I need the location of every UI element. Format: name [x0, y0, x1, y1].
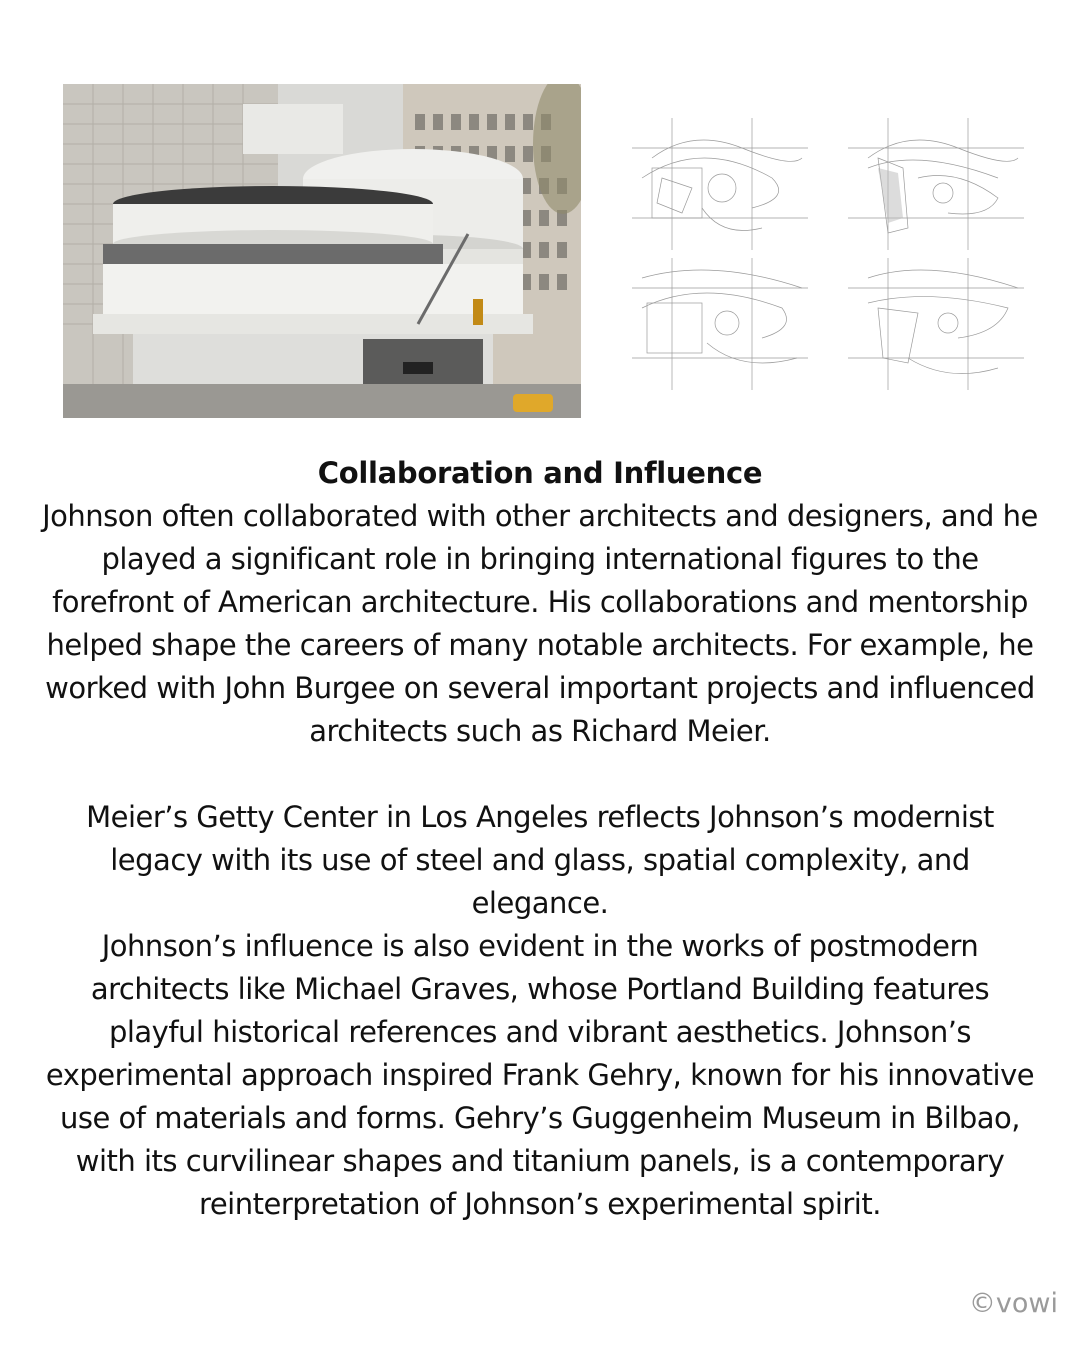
article-paragraph-3: Johnson’s influence is also evident in the works of postmodern architects like Michael Graves, whose Portland Building features playful historical references and vibrant aesthetics. Johnson’s experimental approach inspired Frank Gehry, known for his innovative use of materials and forms. Gehry’s Guggenheim Museum in Bilbao, with its curvilinear shapes and titanium panels, is a contemporary reinterpretation of Johnson’s experimental spirit. [45, 929, 1035, 1221]
guggenheim-museum-photo [63, 84, 581, 418]
floor-plan-4 [848, 258, 1024, 390]
copyright-mark: ©vowi [968, 1288, 1058, 1319]
article-heading: Collaboration and Influence [317, 456, 763, 490]
floor-plans-grid [632, 118, 1024, 390]
article-paragraph-2: Meier’s Getty Center in Los Angeles reflects Johnson’s modernist legacy with its use of steel and glass, spatial complexity, and elegance. [86, 800, 994, 920]
floor-plan-1 [632, 118, 808, 250]
floor-plan-3 [632, 258, 808, 390]
floor-plan-2 [848, 118, 1024, 250]
paragraph-spacer [40, 753, 1040, 796]
article-paragraph-1: Johnson often collaborated with other architects and designers, and he played a significant role in bringing international figures to the forefront of American architecture. His collaborations and mentorship helped shape the careers of many notable architects. For example, he worked with John Burgee on several important projects and influenced architects such as Richard Meier. [42, 499, 1038, 748]
article [40, 452, 1040, 1226]
